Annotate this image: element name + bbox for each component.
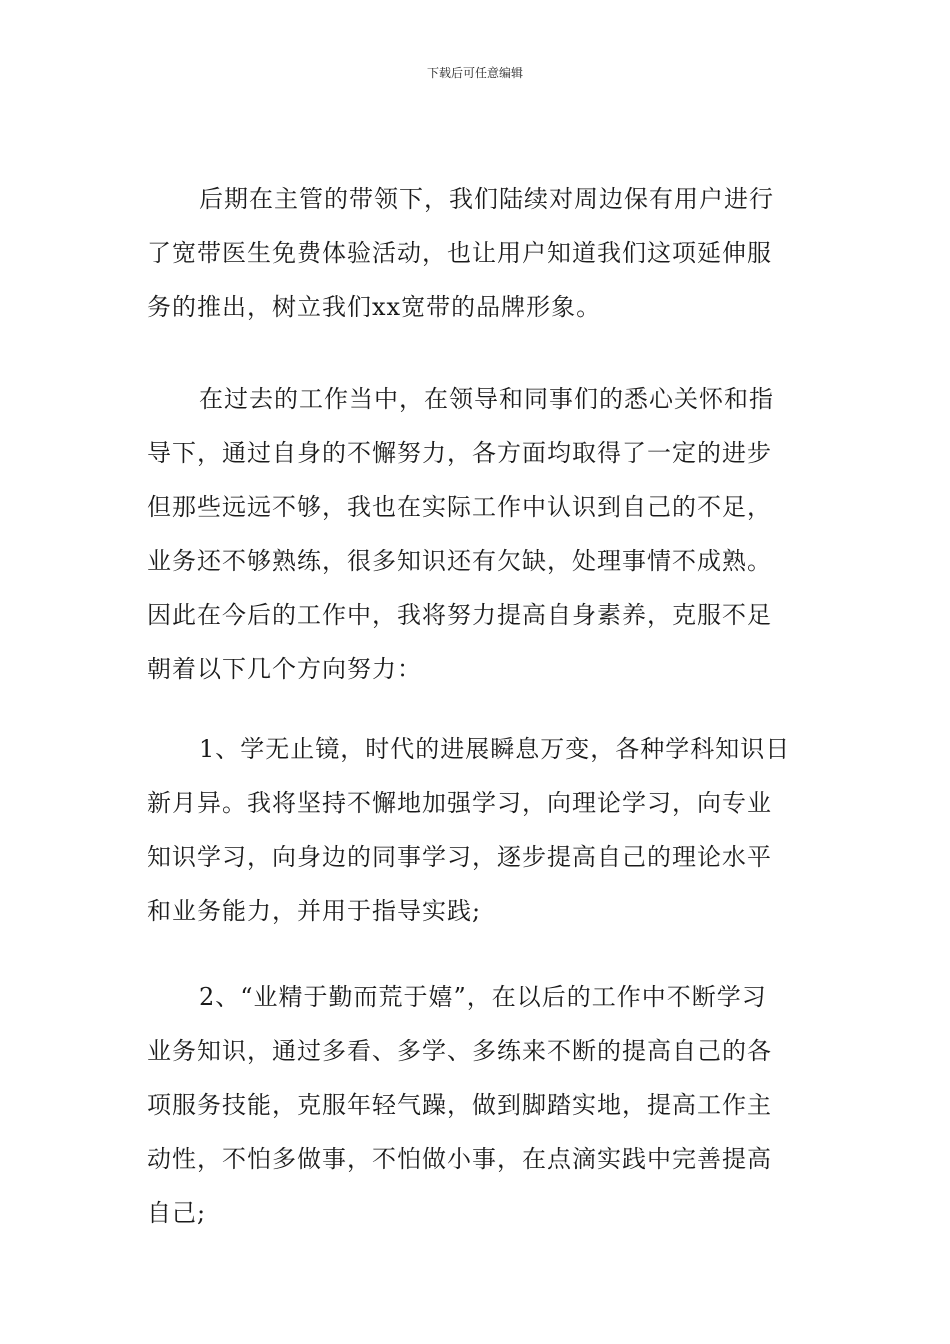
paragraph-line: 后期在主管的带领下，我们陆续对周边保有用户进行 <box>199 185 774 213</box>
paragraph-line: 业务还不够熟练，很多知识还有欠缺，处理事情不成熟。 <box>147 547 772 575</box>
paragraph-line: 和业务能力，并用于指导实践; <box>147 897 482 925</box>
paragraph-line: 因此在今后的工作中，我将努力提高自身素养，克服不足 <box>147 601 772 629</box>
paragraph-4 <box>147 970 817 1240</box>
paragraph-line: 自己; <box>147 1199 207 1227</box>
paragraph-line: 业务知识，通过多看、多学、多练来不断的提高自己的各 <box>147 1037 772 1065</box>
paragraph-line: 知识学习，向身边的同事学习，逐步提高自己的理论水平 <box>147 843 772 871</box>
paragraph-line: 导下，通过自身的不懈努力，各方面均取得了一定的进步 <box>147 439 772 467</box>
paragraph-1 <box>147 172 817 334</box>
paragraph-line: 动性，不怕多做事，不怕做小事，在点滴实践中完善提高 <box>147 1145 772 1173</box>
paragraph-line: 新月异。我将坚持不懈地加强学习，向理论学习，向专业 <box>147 789 772 817</box>
paragraph-2 <box>147 372 817 696</box>
paragraph-line: 了宽带医生免费体验活动，也让用户知道我们这项延伸服 <box>147 239 772 267</box>
paragraph-line: 2、“业精于勤而荒于嬉”，在以后的工作中不断学习 <box>199 983 767 1011</box>
paragraph-3 <box>147 722 817 938</box>
paragraph-line: 1、学无止镜，时代的进展瞬息万变，各种学科知识日 <box>199 735 791 763</box>
paragraph-line: 项服务技能，克服年轻气躁，做到脚踏实地，提高工作主 <box>147 1091 772 1119</box>
paragraph-line: 朝着以下几个方向努力： <box>147 655 422 683</box>
paragraph-line: 务的推出，树立我们xx宽带的品牌形象。 <box>147 293 602 321</box>
paragraph-line: 在过去的工作当中，在领导和同事们的悉心关怀和指 <box>199 385 774 413</box>
page-header: 下载后可任意编辑 <box>426 66 523 80</box>
paragraph-line: 但那些远远不够，我也在实际工作中认识到自己的不足， <box>147 493 772 521</box>
